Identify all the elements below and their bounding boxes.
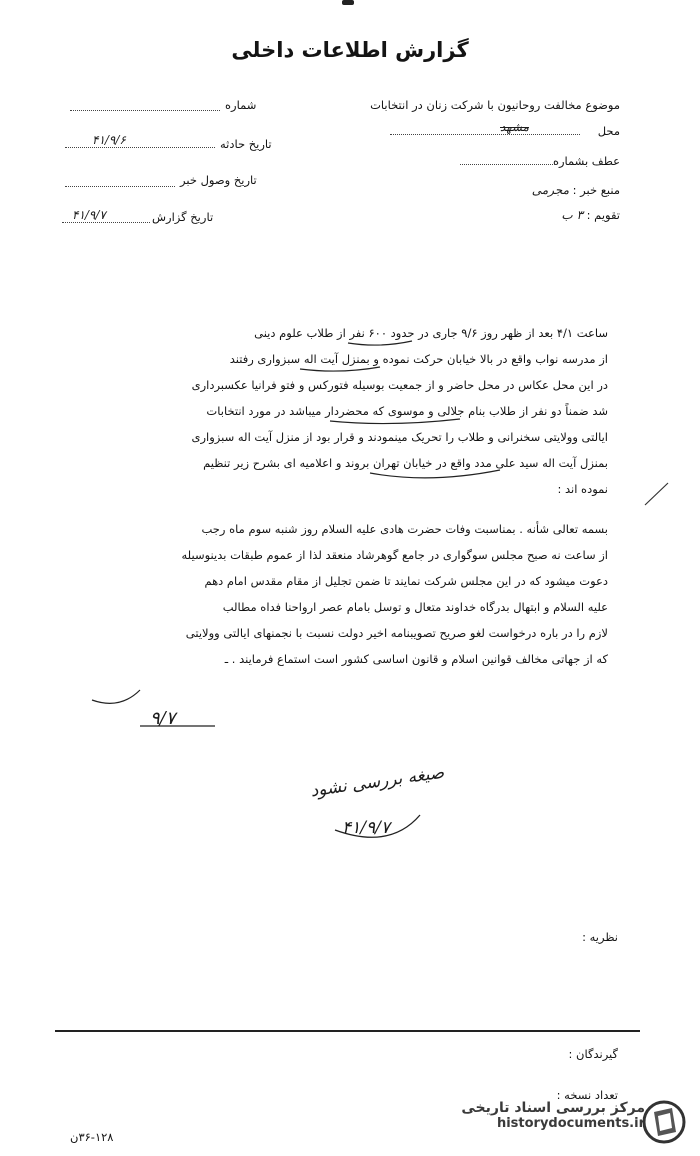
opinion-label: نظریه : [582,930,618,944]
watermark-title: مرکز بررسی اسناد تاریخی [461,1100,645,1116]
incident-date-dotted-line [65,137,215,148]
reference-dotted-line [460,154,555,165]
body-line-2: از مدرسه نواب واقع در بالا خیابان حرکت نموده و بمنزل آیت اله سبزواری رفتند [229,352,608,366]
incident-date-label: تاریخ حادثه [220,137,272,151]
body-line-4: شد ضمناً دو نفر از طلاب بنام جلالی و موسوی که محضردار میباشد در مورد انتخابات [206,404,608,418]
copies-label: تعداد نسخه : [556,1088,618,1102]
handwritten-date-2: ۴۱/۹/۷ [342,818,390,838]
top-punch-mark [342,0,354,5]
receipt-date-dotted-line [65,176,175,187]
archive-logo-icon [642,1098,687,1146]
page-title: گزارش اطلاعات داخلی [231,38,469,62]
announcement-line-4: علیه السلام و ابتهال بدرگاه خداوند متعال و توسل بامام عصر ارواحنا فداه مطالب [222,600,608,614]
body-line-1: ساعت ۴/۱ بعد از ظهر روز ۹/۶ جاری در حدود ۶۰۰ نفر از طلاب علوم دینی [254,326,608,340]
handwritten-date-1: ۹/۷ [150,708,176,729]
subject-value: مخالفت روحانیون با شرکت زنان در انتخابات [370,98,582,112]
watermark [461,1100,645,1131]
rating-label: تقویم : [586,208,620,222]
body-line-3: در این محل عکاس در محل حاضر و از جمعیت بوسیله فتورکس و فتو فرانیا عکسبرداری [191,378,608,392]
incident-date-value: ۴۱/۹/۶ [92,133,126,147]
announcement-line-5: لازم را در باره درخواست لغو صریح تصویبنامه اخیر دولت نسبت با نجمنهای ایالتی وولایتی [185,626,608,640]
reference-label: عطف بشماره [552,154,620,168]
form-code: ۳۶-۱۲۸ن [70,1130,114,1144]
place-value: مشهد [500,120,529,134]
announcement-line-1: بسمه تعالی شأنه . بمناسبت وفات حضرت هادی علیه السلام روز شنبه سوم ماه رجب [201,522,608,536]
announcement-line-3: دعوت میشود که در این مجلس شرکت نمایند تا ضمن تجلیل از مقام مقدس امام دهم [204,574,608,588]
number-label: شماره [225,98,257,112]
announcement-line-2: از ساعت نه صبح مجلس سوگواری در جامع گوهرشاد منعقد لذا از عموم طبقات بدینوسیله [181,548,608,562]
paraph-underline [92,690,140,703]
footer-divider [55,1030,640,1032]
announcement-line-6: که از جهاتی مخالف قوانین اسلام و قانون اساسی کشور است استماع فرمایند . ـ [224,652,608,666]
place-label: محل [597,124,620,138]
body-line-5: ایالتی وولایتی سخنرانی و طلاب را تحریک مینمودند و قرار بود از منزل آیت اله سبزواری [191,430,608,444]
source-value: مجرمی [531,183,569,197]
subject-row [370,98,620,112]
number-dotted-line [70,100,220,111]
watermark-url: historydocuments.ir [496,1116,645,1131]
signature-note: صیغه بررسی نشود [309,762,446,802]
source-label: منبع خبر : [572,183,620,197]
body-line-7: نموده اند : [557,482,608,496]
receipt-date-label: تاریخ وصول خبر [180,173,257,187]
margin-mark [645,483,668,505]
report-date-value: ۴۱/۹/۷ [72,208,106,222]
rating-value: ۳ ب [561,208,583,222]
place-dotted-line [390,124,580,135]
subject-label: موضوع [585,98,620,112]
source-row [532,183,620,197]
rating-row [561,208,620,222]
report-date-label: تاریخ گزارش [152,210,214,224]
recipients-label: گیرندگان : [568,1047,618,1061]
body-line-6: بمنزل آیت اله سید علی مدد واقع در خیابان تهران بروند و اعلامیه ای بشرح زیر تنظیم [203,456,608,470]
